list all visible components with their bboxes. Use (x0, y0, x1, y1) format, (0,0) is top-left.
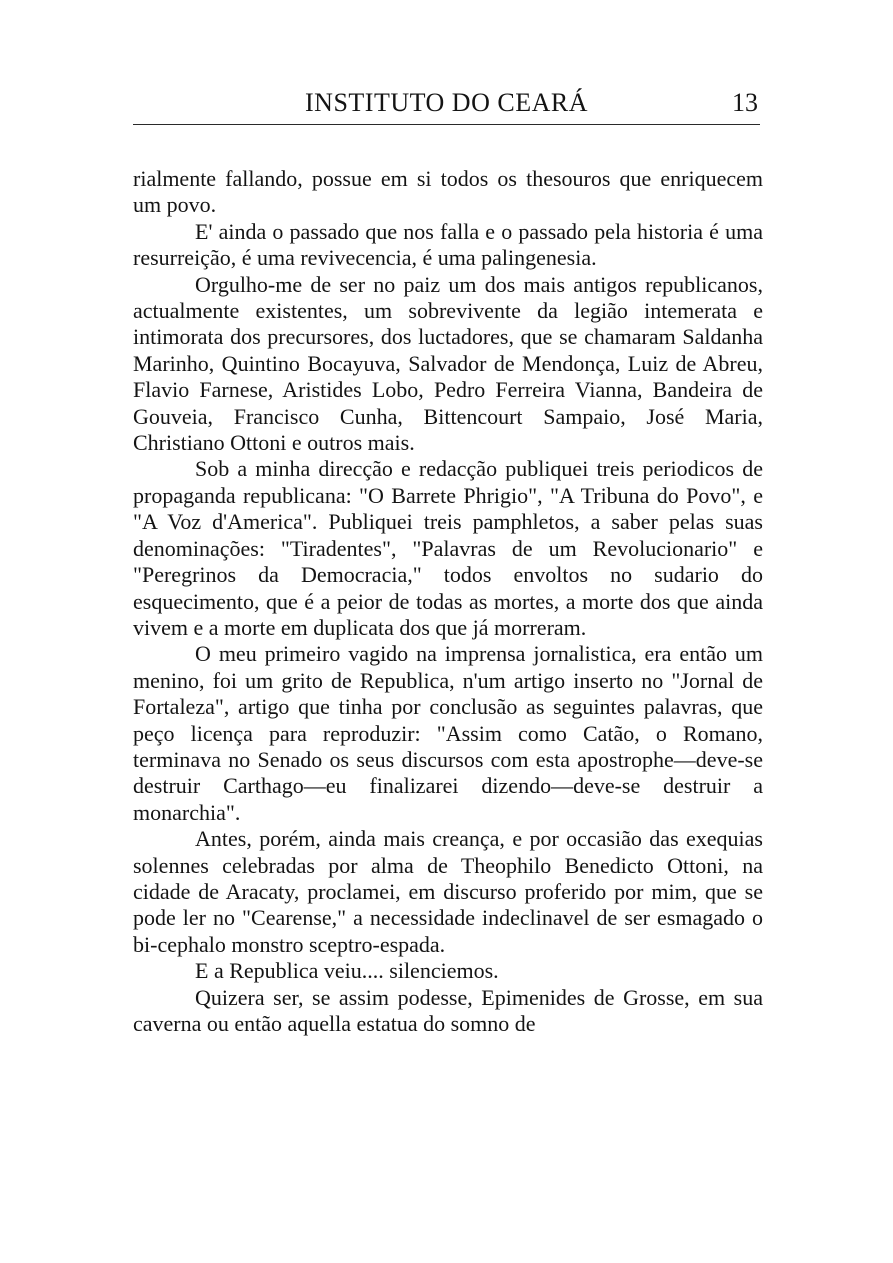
running-header (133, 84, 760, 124)
paragraph-vagido: O meu primeiro vagido na imprensa jornalistica, era então um menino, foi um grito de Republica, n'um artigo inserto no "Jornal de Fortaleza", artigo que tinha por conclusão as seguintes palavras, que peço licença para reproduzir: "Assim como Catão, o Romano, terminava no Senado os seus discursos com esta apostrophe—deve-se destruir Carthago—eu finalizarei dizendo—deve-se destruir a monarchia". (133, 641, 763, 825)
paragraph-periodicos: Sob a minha direcção e redacção publiquei treis periodicos de propaganda republicana: "O Barrete Phrigio", "A Tribuna do Povo", e "A Voz d'America". Publiquei treis pamphletos, a saber pelas suas denominações: "Tiradentes", "Palavras de um Revolucionario" e "Peregrinos da Democracia," todos envoltos no sudario do esquecimento, que é a peior de todas as mortes, a morte dos que ainda vivem e a morte em duplicata dos que já morreram. (133, 456, 763, 640)
running-title: INSTITUTO DO CEARÁ (305, 88, 588, 117)
header-rule (133, 124, 760, 125)
paragraph-epimenides: Quizera ser, se assim podesse, Epimenides de Grosse, em sua caverna ou então aquella estatua do somno de (133, 984, 763, 1036)
paragraph-exequias: Antes, porém, ainda mais creança, e por occasião das exequias solennes celebradas por alma de Theophilo Benedicto Ottoni, na cidade de Aracaty, proclamei, em discurso proferido por mim, que se pode ler no "Cearense," a necessidade indeclinavel de ser esmagado o bi-cephalo monstro sceptro-espada. (133, 826, 763, 957)
page-number: 13 (732, 88, 758, 117)
paragraph-republica: E a Republica veiu.... silenciemos. (195, 958, 499, 984)
paragraph-continuation: rialmente fallando, possue em si todos os thesouros que enriquecem um povo. (133, 166, 763, 218)
body-text (133, 166, 763, 1037)
paragraph-orgulho: Orgulho-me de ser no paiz um dos mais antigos republicanos, actualmente existentes, um sobrevivente da legião intemerata e intimorata dos precursores, dos luctadores, que se chamaram Saldanha Marinho, Quintino Bocayuva, Salvador de Mendonça, Luiz de Abreu, Flavio Farnese, Aristides Lobo, Pedro Ferreira Vianna, Bandeira de Gouveia, Francisco Cunha, Bittencourt Sampaio, José Maria, Christiano Ottoni e outros mais. (133, 271, 763, 456)
paragraph-passado: E' ainda o passado que nos falla e o passado pela historia é uma resurreição, é uma revivecencia, é uma palingenesia. (133, 218, 763, 271)
